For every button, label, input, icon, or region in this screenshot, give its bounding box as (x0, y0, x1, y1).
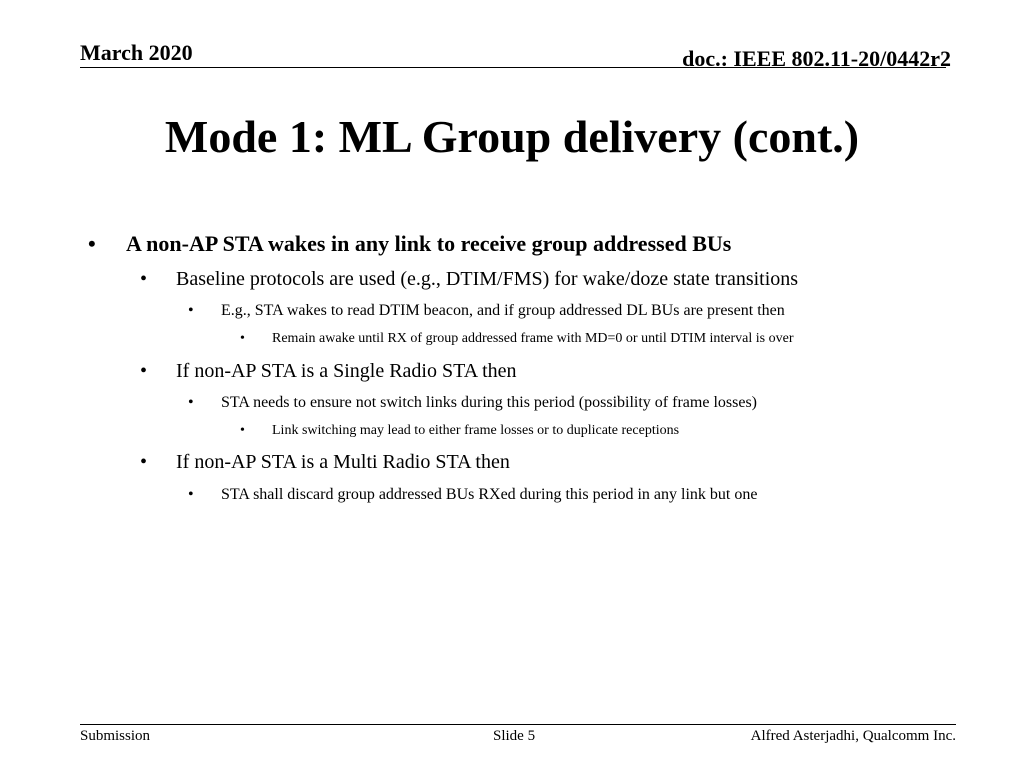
header-date: March 2020 (80, 40, 193, 65)
footer-divider (80, 724, 956, 725)
bullet-text: STA needs to ensure not switch links during this period (possibility of frame losses) (221, 394, 757, 411)
bullet-dot: • (240, 331, 245, 346)
bullet-dot: • (188, 486, 194, 503)
bullet-text: STA shall discard group addressed BUs RXed during this period in any link but one (221, 486, 758, 503)
bullet-text: A non-AP STA wakes in any link to receive group addressed BUs (126, 231, 732, 256)
bullet-dot: • (188, 302, 194, 319)
bullet-dot: • (188, 394, 194, 411)
bullet-text: Link switching may lead to either frame losses or to duplicate receptions (272, 423, 680, 438)
bullet-dot: • (88, 231, 96, 256)
bullet-dot: • (140, 451, 148, 473)
bullet-text: If non-AP STA is a Single Radio STA then (176, 360, 517, 382)
footer-left: Submission (80, 728, 151, 744)
footer-author: Alfred Asterjadhi, Qualcomm Inc. (750, 728, 956, 744)
slide-title: Mode 1: ML Group delivery (cont.) (164, 111, 860, 162)
bullet-text: E.g., STA wakes to read DTIM beacon, and if group addressed DL BUs are present then (221, 302, 785, 319)
header-divider (80, 67, 946, 68)
bullet-text: Remain awake until RX of group addressed frame with MD=0 or until DTIM interval is over (272, 331, 794, 346)
bullet-text: If non-AP STA is a Multi Radio STA then (176, 451, 510, 473)
header-doc-id: doc.: IEEE 802.11-20/0442r2 (682, 46, 951, 71)
footer-slide-number: Slide 5 (493, 728, 536, 744)
bullet-dot: • (240, 423, 245, 438)
bullet-dot: • (140, 360, 148, 382)
bullet-dot: • (140, 268, 148, 290)
bullet-text: Baseline protocols are used (e.g., DTIM/FMS) for wake/doze state transitions (176, 268, 799, 290)
